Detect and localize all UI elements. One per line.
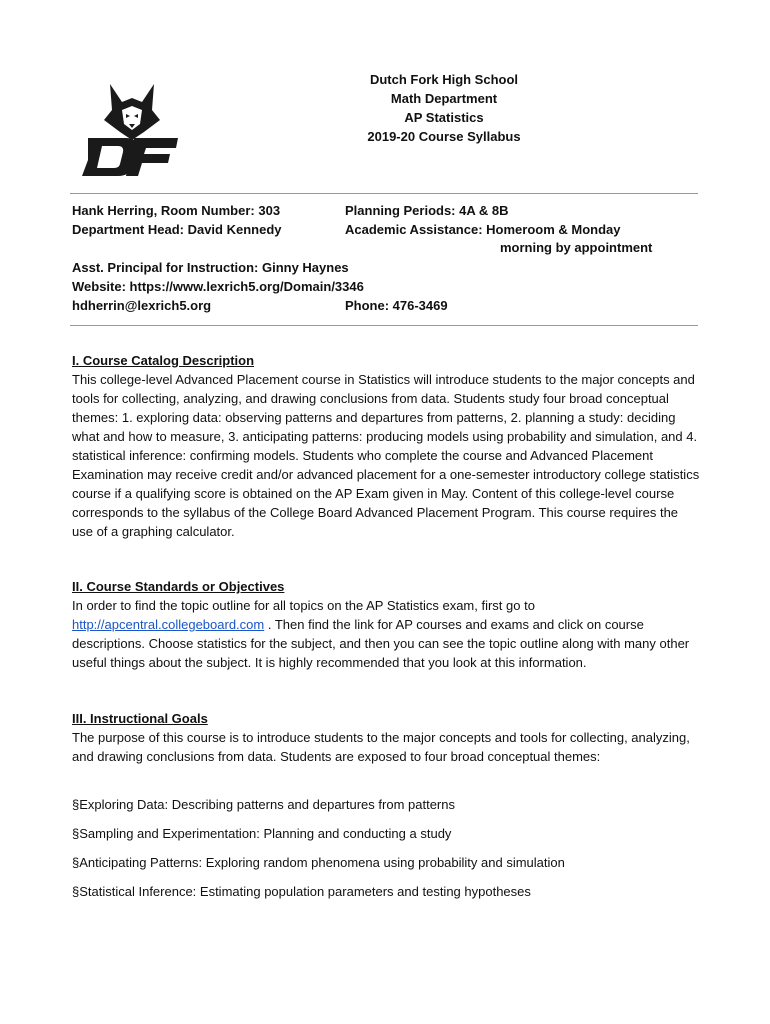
email[interactable]: hdherrin@lexrich5.org <box>72 298 212 313</box>
department-head: Department Head: David Kennedy <box>72 222 282 237</box>
asst-principal: Asst. Principal for Instruction: Ginny Haynes <box>72 260 349 275</box>
catalog-description: This college-level Advanced Placement course in Statistics will introduce students to the major concepts and tools for collecting, analyzing, and drawing conclusions from data. Students study four broad conceptual themes: 1. exploring data: observing patterns and departures from patterns, 2. planning a study: deciding what and how to measure, 3. anticipating patterns: producing models using probability and simulation, and 4. statistical inference: confirming models. Students who complete the course and Advanced Placement Examination may receive credit and/or advanced placement for a one-semester introductory college statistics course if a qualifying score is obtained on the AP Exam given in May. Content of this college-level course corresponds to the syllabus of the College Board Advanced Placement Program. This course requires the use of a graphing calculator. <box>72 372 700 539</box>
goal-item: §Exploring Data: Describing patterns and departures from patterns <box>72 797 455 812</box>
goal-item: §Sampling and Experimentation: Planning and conducting a study <box>72 826 452 841</box>
school-logo <box>82 80 182 180</box>
divider <box>70 325 698 326</box>
goal-item: §Anticipating Patterns: Exploring random phenomena using probability and simulation <box>72 855 565 870</box>
standards-text-end: . Then find the link for AP courses and exams and click on course descriptions. Choose statistics for the subject, and then you can see the topic outline along with many other useful things about the subject. It is highly recommended that you look at this information. <box>72 617 690 670</box>
document-header <box>300 70 588 146</box>
phone: Phone: 476-3469 <box>345 298 448 313</box>
fox-mascot-icon <box>82 80 182 180</box>
teacher-info: Hank Herring, Room Number: 303 <box>72 203 281 218</box>
school-name: Dutch Fork High School <box>369 72 519 87</box>
syllabus-title: 2019-20 Course Syllabus <box>367 129 521 144</box>
section-title-goals: III. Instructional Goals <box>72 711 208 726</box>
planning-periods: Planning Periods: 4A & 8B <box>345 203 509 218</box>
goal-item: §Statistical Inference: Estimating population parameters and testing hypotheses <box>72 884 531 899</box>
course-name: AP Statistics <box>404 110 484 125</box>
divider <box>70 193 698 194</box>
standards-description <box>72 596 702 672</box>
website[interactable]: Website: https://www.lexrich5.org/Domain/3346 <box>72 279 364 294</box>
standards-text-start: In order to find the topic outline for all topics on the AP Statistics exam, first go to <box>72 598 535 613</box>
academic-assistance: Academic Assistance: Homeroom & Monday <box>345 222 621 237</box>
collegeboard-link[interactable]: http://apcentral.collegeboard.com <box>72 617 265 632</box>
section-title-standards: II. Course Standards or Objectives <box>72 579 285 594</box>
goals-description: The purpose of this course is to introduce students to the major concepts and tools for collecting, analyzing, and drawing conclusions from data. Students are exposed to four broad conceptual themes: <box>72 730 690 764</box>
section-title-catalog: I. Course Catalog Description <box>72 353 255 368</box>
department-name: Math Department <box>390 91 498 106</box>
academic-assistance-cont: morning by appointment <box>500 240 653 255</box>
